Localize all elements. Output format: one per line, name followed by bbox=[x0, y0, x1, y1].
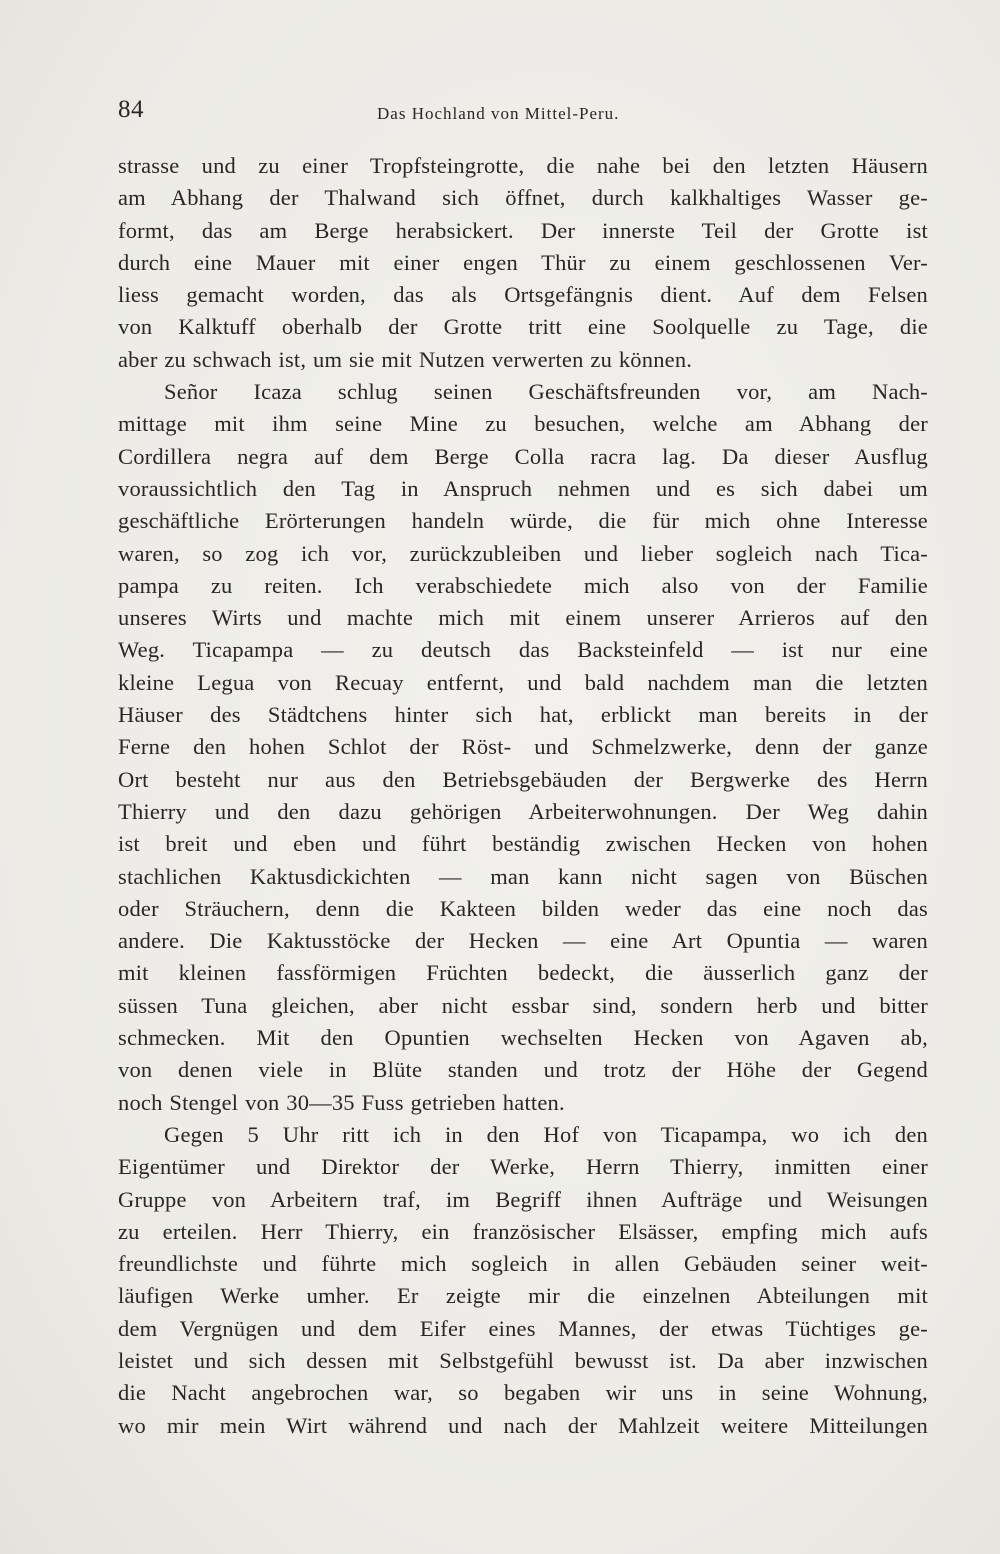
text-line: kleine Legua von Recuay entfernt, und bald nachdem man die letzten bbox=[118, 669, 928, 695]
text-line: Ferne den hohen Schlot der Röst- und Schmelzwerke, denn der ganze bbox=[118, 734, 928, 760]
text-line: Gruppe von Arbeitern traf, im Begriff ihnen Aufträge und Weisungen bbox=[118, 1186, 928, 1212]
text-line: schmecken. Mit den Opuntien wechselten Hecken von Agaven ab, bbox=[118, 1025, 928, 1051]
page-header bbox=[118, 96, 930, 136]
text-line: die Nacht angebrochen war, so begaben wir uns in seine Wohnung, bbox=[118, 1380, 928, 1406]
text-line: freundlichste und führte mich sogleich in allen Gebäuden seiner weit- bbox=[118, 1251, 928, 1277]
text-line: von denen viele in Blüte standen und trotz der Höhe der Gegend bbox=[118, 1057, 928, 1083]
text-line: pampa zu reiten. Ich verabschiedete mich also von der Familie bbox=[118, 572, 928, 598]
text-line: dem Vergnügen und dem Eifer eines Mannes, der etwas Tüchtiges ge- bbox=[118, 1315, 928, 1341]
text-line: mittage mit ihm seine Mine zu besuchen, welche am Abhang der bbox=[118, 411, 928, 437]
text-line: stachlichen Kaktusdickichten — man kann nicht sagen von Büschen bbox=[118, 863, 928, 889]
text-line: mit kleinen fassförmigen Früchten bedeckt, die äusserlich ganz der bbox=[118, 960, 928, 986]
text-line: von Kalktuff oberhalb der Grotte tritt eine Soolquelle zu Tage, die bbox=[118, 314, 928, 340]
text-line: waren, so zog ich vor, zurückzubleiben und lieber sogleich nach Tica- bbox=[118, 540, 928, 566]
text-line: Eigentümer und Direktor der Werke, Herrn Thierry, inmitten einer bbox=[118, 1154, 928, 1180]
text-line: aber zu schwach ist, um sie mit Nutzen verwerten zu können. bbox=[118, 346, 693, 372]
text-line: durch eine Mauer mit einer engen Thür zu einem geschlossenen Ver- bbox=[118, 249, 928, 275]
text-line: oder Sträuchern, denn die Kakteen bilden weder das eine noch das bbox=[118, 895, 928, 921]
text-line: andere. Die Kaktusstöcke der Hecken — eine Art Opuntia — waren bbox=[118, 928, 928, 954]
text-line: am Abhang der Thalwand sich öffnet, durch kalkhaltiges Wasser ge- bbox=[118, 185, 928, 211]
page-number: 84 bbox=[118, 96, 144, 123]
text-line: Señor Icaza schlug seinen Geschäftsfreunden vor, am Nach- bbox=[164, 379, 928, 405]
text-line: läufigen Werke umher. Er zeigte mir die einzelnen Abteilungen mit bbox=[118, 1283, 928, 1309]
text-line: Thierry und den dazu gehörigen Arbeiterwohnungen. Der Weg dahin bbox=[118, 798, 928, 824]
text-line: Ort besteht nur aus den Betriebsgebäuden der Bergwerke des Herrn bbox=[118, 766, 928, 792]
body-text bbox=[118, 150, 928, 1442]
text-line: Häuser des Städtchens hinter sich hat, erblickt man bereits in der bbox=[118, 702, 928, 728]
text-line: zu erteilen. Herr Thierry, ein französischer Elsässer, empfing mich aufs bbox=[118, 1218, 928, 1244]
text-line: formt, das am Berge herabsickert. Der innerste Teil der Grotte ist bbox=[118, 217, 928, 243]
text-line: geschäftliche Erörterungen handeln würde, die für mich ohne Interesse bbox=[118, 508, 928, 534]
text-line: strasse und zu einer Tropfsteingrotte, die nahe bei den letzten Häusern bbox=[118, 153, 928, 178]
text-line: wo mir mein Wirt während und nach der Mahlzeit weitere Mitteilungen bbox=[118, 1412, 928, 1438]
text-line: unseres Wirts und machte mich mit einem unserer Arrieros auf den bbox=[118, 605, 928, 631]
text-line: liess gemacht worden, das als Ortsgefängnis dient. Auf dem Felsen bbox=[118, 282, 928, 308]
text-line: noch Stengel von 30—35 Fuss getrieben hatten. bbox=[118, 1089, 565, 1115]
text-line: leistet und sich dessen mit Selbstgefühl bewusst ist. Da aber inzwischen bbox=[118, 1347, 928, 1373]
text-line: süssen Tuna gleichen, aber nicht essbar sind, sondern herb und bitter bbox=[118, 992, 928, 1018]
running-title: Das Hochland von Mittel-Peru. bbox=[377, 104, 620, 123]
text-line: voraussichtlich den Tag in Anspruch nehmen und es sich dabei um bbox=[118, 475, 928, 501]
text-line: ist breit und eben und führt beständig zwischen Hecken von hohen bbox=[118, 831, 928, 857]
text-line: Gegen 5 Uhr ritt ich in den Hof von Ticapampa, wo ich den bbox=[164, 1121, 928, 1147]
text-line: Weg. Ticapampa — zu deutsch das Backsteinfeld — ist nur eine bbox=[118, 637, 928, 663]
text-line: Cordillera negra auf dem Berge Colla racra lag. Da dieser Ausflug bbox=[118, 443, 928, 469]
